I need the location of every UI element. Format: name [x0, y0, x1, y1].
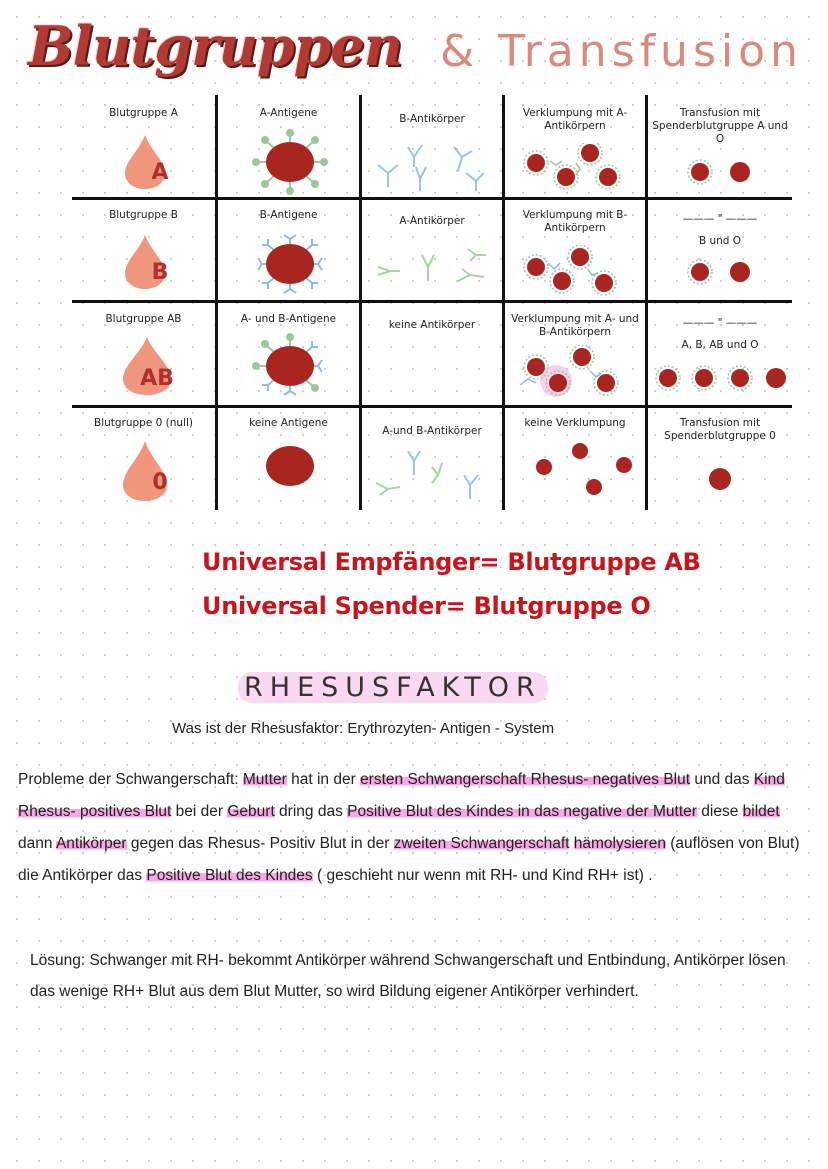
grid-hline — [72, 405, 792, 408]
group-label: Blutgruppe AB — [105, 313, 182, 325]
highlight-span: Positive Blut des Kindes in das negative der Mutter — [347, 803, 697, 820]
antibody-label: keine Antikörper — [388, 319, 476, 331]
antigen-label: B-Antigene — [259, 209, 318, 221]
donor-cells-icon — [678, 157, 768, 187]
antigen-cell-icon — [250, 231, 330, 297]
title-row — [0, 14, 828, 84]
highlight-span: Positive Blut des Kindes — [146, 867, 313, 884]
highlight-span: hämolysieren — [573, 835, 666, 852]
drop-letter: B — [151, 260, 169, 285]
pregnancy-problems-text — [18, 764, 808, 892]
universal-donor: Universal Spender= Blutgruppe O — [202, 592, 651, 620]
highlight-span: Geburt — [227, 803, 275, 820]
text-span: und das — [690, 771, 754, 788]
transfusion-label: Transfusion mit Spenderblutgruppe 0 — [664, 417, 776, 442]
antibody-icon — [368, 447, 496, 503]
drop-letter: AB — [140, 366, 174, 391]
page-subtitle: & Transfusion — [440, 26, 803, 77]
clump-label: Verklumpung mit A- und B-Antikörpern — [511, 313, 639, 338]
donor-cell-icon — [706, 465, 734, 493]
highlight-span: zweiten Schwangerschaft — [393, 835, 570, 852]
grid-hline — [72, 300, 792, 303]
text-span: hat in der — [286, 771, 361, 788]
antigen-cell-icon — [250, 333, 330, 399]
transfusion-label: A, B, AB und O — [681, 339, 759, 351]
text-span: dring das — [274, 803, 348, 820]
antigen-label: keine Antigene — [249, 417, 328, 429]
group-label: Blutgruppe B — [109, 209, 178, 221]
antibody-icon — [368, 137, 496, 193]
same-as-above-mark: ——— " ——— — [682, 317, 758, 329]
rhesus-heading: RHESUSFAKTOR — [238, 672, 548, 703]
highlight-span: ersten Schwangerschaft Rhesus- negatives Blut — [360, 771, 691, 788]
donor-cells-icon — [678, 257, 768, 287]
text-span: diese — [696, 803, 743, 820]
agglutination-icon — [512, 345, 638, 401]
highlight-span: Mutter — [242, 771, 287, 788]
antibody-icon — [368, 241, 496, 297]
antibody-label: A-und B-Antikörper — [382, 425, 482, 437]
clump-label: Verklumpung mit B-Antikörpern — [522, 209, 628, 234]
text-span: bei der — [171, 803, 228, 820]
solution-text: Lösung: Schwanger mit RH- bekommt Antikörper während Schwangerschaft und Entbindung, Antikörper lösen das wenige RH+ Blut aus dem Blut Mutter, so wird Bildung eigener Antikörper verhindert. — [30, 952, 786, 1000]
antibody-label: B-Antikörper — [399, 113, 465, 125]
group-label: Blutgruppe A — [109, 107, 178, 119]
blood-group-table — [72, 95, 792, 510]
donor-cells-icon — [652, 363, 792, 393]
transfusion-label: Transfusion mit Spenderblutgruppe A und O — [652, 107, 788, 145]
universal-recipient: Universal Empfänger= Blutgruppe AB — [202, 548, 701, 576]
text-span: gegen das Rhesus- Positiv Blut in der — [126, 835, 394, 852]
highlight-span: Antikörper — [55, 835, 127, 852]
grid-hline — [72, 197, 792, 200]
agglutination-icon — [516, 245, 636, 297]
separate-cells-icon — [528, 441, 638, 499]
antigen-label: A- und B-Antigene — [240, 313, 337, 325]
clump-label: keine Verklumpung — [524, 417, 626, 429]
drop-letter: A — [151, 160, 169, 185]
same-as-above-mark: ——— " ——— — [682, 213, 758, 225]
agglutination-icon — [516, 143, 636, 193]
text-span: (auflösen von Blut) die Antikörper das — [18, 835, 800, 884]
highlight-span: Kind Rhesus- positives Blut — [18, 771, 785, 820]
antigen-label: A-Antigene — [259, 107, 318, 119]
clump-label: Verklumpung mit A-Antikörpern — [522, 107, 628, 132]
plain-cell-icon — [262, 443, 318, 489]
page-title: Blutgruppen — [28, 14, 402, 78]
group-label: Blutgruppe 0 (null) — [93, 417, 193, 429]
antibody-label: A-Antikörper — [399, 215, 465, 227]
rhesus-question: Was ist der Rhesusfaktor: Erythrozyten- Antigen - System — [172, 720, 555, 737]
text-span: ( geschieht nur wenn mit RH- und Kind RH+ ist) . — [312, 867, 653, 884]
highlight-span: bildet — [742, 803, 780, 820]
text-span: Probleme der Schwangerschaft: — [18, 771, 243, 788]
antigen-cell-icon — [250, 129, 330, 195]
drop-letter: 0 — [152, 470, 168, 495]
text-span: dann — [18, 835, 56, 852]
transfusion-label: B und O — [698, 235, 742, 247]
